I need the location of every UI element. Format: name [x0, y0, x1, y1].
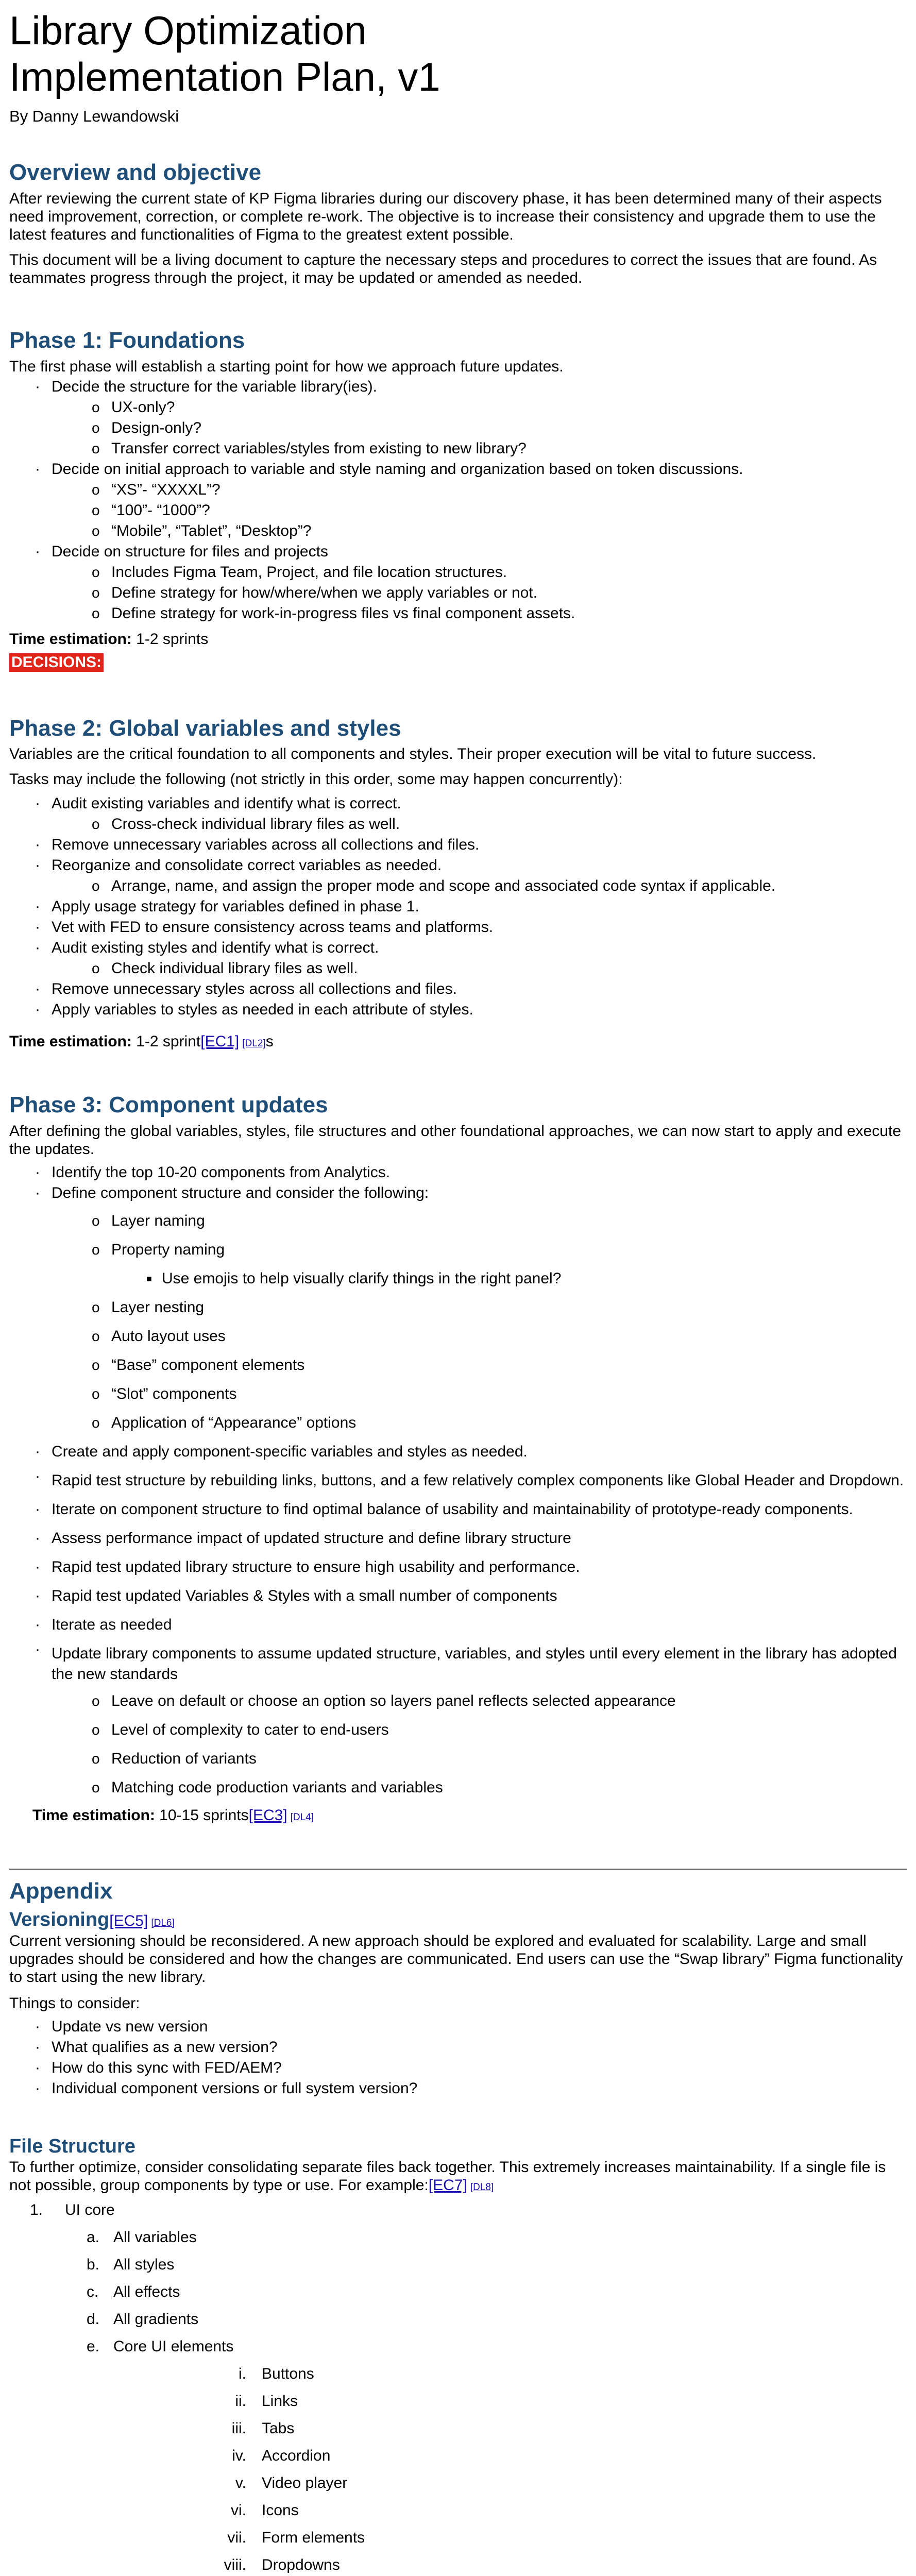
list-item: · Iterate on component structure to find optimal balance of usability and maintainability of prototype-ready components. [9, 1495, 907, 1524]
list-item: o Reduction of variants [9, 1744, 907, 1773]
list-item: iv. Accordion [232, 2447, 331, 2465]
list-item: o Application of “Appearance” options [9, 1409, 907, 1437]
list-item: · Update library components to assume updated structure, variables, and styles until every element in the library has adopted the new standards [9, 1639, 907, 1687]
document-title [9, 7, 907, 100]
phase2-intro-2: Tasks may include the following (not strictly in this order, some may happen concurrently): [9, 771, 623, 788]
time-estimation-label: Time estimation: [32, 1807, 155, 1824]
list-item: v. Video player [235, 2475, 348, 2492]
title-line-2: Implementation Plan, v1 [9, 54, 440, 99]
comment-link-ec3[interactable]: [EC3] [248, 1807, 287, 1824]
section-divider [9, 1869, 907, 1870]
list-item: o “XS”- “XXXXL”? [9, 480, 907, 500]
list-item: viii. Dropdowns [224, 2556, 340, 2574]
phase3-time-estimation [9, 1806, 907, 1826]
list-item: · Rapid test structure by rebuilding links, buttons, and a few relatively complex components like Global Header and Dropdown. [9, 1466, 907, 1495]
phase3-list [9, 1162, 907, 1802]
time-estimation-value: 1-2 sprint [131, 1033, 201, 1050]
comment-link-ec1[interactable]: [EC1] [200, 1033, 240, 1050]
time-estimation-value: 10-15 sprints [155, 1807, 249, 1824]
versioning-list [9, 2016, 907, 2099]
list-item: o Transfer correct variables/styles from existing to new library? [9, 438, 907, 459]
overview-heading: Overview and objective [9, 160, 262, 185]
comment-link-dl2[interactable]: [DL2] [242, 1038, 266, 1049]
list-item: o “Base” component elements [9, 1351, 907, 1380]
file-structure-heading: File Structure [9, 2135, 135, 2157]
list-item: i. Buttons [239, 2365, 314, 2383]
phase2-time-estimation [9, 1032, 907, 1053]
byline: By Danny Lewandowski [9, 107, 179, 125]
comment-link-dl4[interactable]: [DL4] [290, 1812, 314, 1823]
list-item: ii. Links [235, 2393, 298, 2410]
list-item: o Layer naming [9, 1207, 907, 1235]
versioning-heading [9, 1908, 907, 1932]
list-item: c. All effects [87, 2283, 180, 2301]
phase3-intro: After defining the global variables, styles, file structures and other foundational approaches, we can now start to apply and execute the updates. [9, 1123, 902, 1158]
document [9, 0, 907, 2576]
phase1-heading: Phase 1: Foundations [9, 327, 245, 353]
list-item: o Leave on default or choose an option so layers panel reflects selected appearance [9, 1687, 907, 1716]
comment-link-dl8[interactable]: [DL8] [470, 2182, 494, 2193]
list-item: ■ Use emojis to help visually clarify things in the right panel? [9, 1264, 907, 1293]
list-item: · Assess performance impact of updated structure and define library structure [9, 1524, 907, 1553]
list-item: · What qualifies as a new version? [9, 2037, 907, 2058]
list-item: · Remove unnecessary variables across all collections and files. [9, 835, 907, 855]
list-item: o Includes Figma Team, Project, and file location structures. [9, 562, 907, 583]
list-item: o Design-only? [9, 418, 907, 438]
title-line-1: Library Optimization [9, 8, 367, 53]
list-item: o “100”- “1000”? [9, 500, 907, 521]
list-item: o Matching code production variants and variables [9, 1773, 907, 1802]
file-structure-text: To further optimize, consider consolidating separate files back together. This extremely increases maintainability. If a single file is not possible, group components by type or use. For example: [9, 2159, 886, 2194]
list-item: · Apply usage strategy for variables defined in phase 1. [9, 896, 907, 917]
comment-link-ec5[interactable]: [EC5] [109, 1912, 148, 1929]
list-item: · Audit existing styles and identify what is correct. [9, 938, 907, 958]
list-item: vi. Icons [231, 2502, 299, 2519]
list-item: · Rapid test updated Variables & Styles with a small number of components [9, 1582, 907, 1611]
time-estimation-label: Time estimation: [9, 1033, 132, 1050]
list-item: · Individual component versions or full system version? [9, 2078, 907, 2099]
overview-paragraph-1: After reviewing the current state of KP Figma libraries during our discovery phase, it has been determined many of their aspects need improvement, correction, or complete re-work. The objective is to increase their consistency and upgrade them to use the latest features and functionalities of Figma to the greatest extent possible. [9, 190, 882, 243]
list-item: · Apply variables to styles as needed in each attribute of styles. [9, 999, 907, 1020]
list-item: o Check individual library files as well. [9, 958, 907, 979]
list-item: iii. Tabs [231, 2420, 295, 2437]
comment-link-dl6[interactable]: [DL6] [151, 1917, 175, 1928]
phase3-heading: Phase 3: Component updates [9, 1092, 328, 1118]
list-item: vii. Form elements [227, 2529, 365, 2547]
list-item: o Property naming [9, 1235, 907, 1264]
phase2-list [9, 793, 907, 1020]
list-item: · Remove unnecessary styles across all collections and files. [9, 979, 907, 999]
list-item: o Auto layout uses [9, 1322, 907, 1351]
list-item: d. All gradients [87, 2311, 199, 2328]
time-estimation-suffix: s [265, 1033, 274, 1050]
list-item: o “Mobile”, “Tablet”, “Desktop”? [9, 521, 907, 541]
phase1-intro: The first phase will establish a starting point for how we approach future updates. [9, 358, 564, 375]
appendix-heading: Appendix [9, 1878, 113, 1904]
list-item: · Decide on initial approach to variable and style naming and organization based on token discussions. [9, 459, 907, 480]
phase1-time-estimation [9, 630, 907, 648]
list-item: b. All styles [87, 2256, 175, 2274]
list-item: e. Core UI elements [87, 2338, 234, 2355]
list-item: · Audit existing variables and identify what is correct. [9, 793, 907, 814]
list-item: · Iterate as needed [9, 1611, 907, 1639]
list-item: · Update vs new version [9, 2016, 907, 2037]
list-item: · Reorganize and consolidate correct variables as needed. [9, 855, 907, 876]
file-structure-paragraph [9, 2158, 907, 2196]
phase1-list [9, 377, 907, 624]
list-item: o Arrange, name, and assign the proper mode and scope and associated code syntax if applicable. [9, 876, 907, 896]
list-item: · How do this sync with FED/AEM? [9, 2058, 907, 2078]
list-item: · Rapid test updated library structure to ensure high usability and performance. [9, 1553, 907, 1582]
list-item: · Create and apply component-specific variables and styles as needed. [9, 1437, 907, 1466]
list-item: · Decide the structure for the variable library(ies). [9, 377, 907, 397]
list-item: a. All variables [87, 2229, 197, 2246]
list-item: o Define strategy for work-in-progress files vs final component assets. [9, 603, 907, 624]
list-item: o Level of complexity to cater to end-users [9, 1716, 907, 1744]
things-to-consider: Things to consider: [9, 1994, 140, 2012]
list-item: 1. UI core [30, 2201, 115, 2219]
versioning-title: Versioning [9, 1908, 110, 1930]
list-item: o UX-only? [9, 397, 907, 418]
list-item: · Identify the top 10-20 components from Analytics. [9, 1162, 907, 1183]
versioning-paragraph: Current versioning should be reconsidered. A new approach should be explored and evaluated for scalability. Large and small upgrades should be considered and how the changes are communicated. End users can use the “Swap library” Figma functionality to start using the new library. [9, 1932, 903, 1986]
list-item: o Cross-check individual library files as well. [9, 814, 907, 835]
list-item: o “Slot” components [9, 1380, 907, 1409]
phase2-heading: Phase 2: Global variables and styles [9, 715, 401, 741]
list-item: · Decide on structure for files and projects [9, 541, 907, 562]
comment-link-ec7[interactable]: [EC7] [428, 2177, 467, 2194]
time-estimation-value: 1-2 sprints [131, 630, 209, 648]
list-item: o Define strategy for how/where/when we apply variables or not. [9, 583, 907, 603]
time-estimation-label: Time estimation: [9, 630, 132, 648]
list-item: o Layer nesting [9, 1293, 907, 1322]
phase2-intro: Variables are the critical foundation to all components and styles. Their proper execution will be vital to future success. [9, 745, 817, 763]
list-item: · Vet with FED to ensure consistency across teams and platforms. [9, 917, 907, 938]
decisions-label: DECISIONS: [9, 653, 104, 672]
file-structure-list [9, 2196, 907, 2576]
list-item: · Define component structure and consider the following: [9, 1183, 907, 1204]
overview-paragraph-2: This document will be a living document to capture the necessary steps and procedures to correct the issues that are found. As teammates progress through the project, it may be updated or amended as needed. [9, 251, 877, 286]
